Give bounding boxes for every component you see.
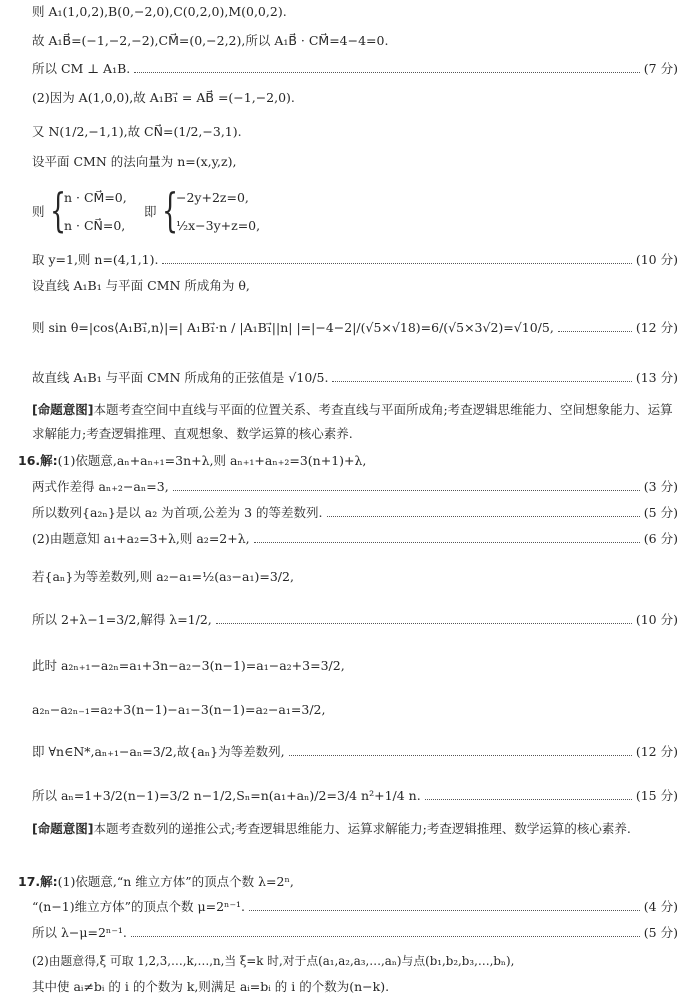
- equation-system: 则 { n · CM⃗=0, n · CN⃗=0, 即 { −2y+2z=0, ½x−3y+z=0,: [32, 183, 261, 237]
- solution-line: 取 y=1,则 n=(4,1,1). ( 10 分 ): [32, 250, 678, 270]
- solution-line: 设直线 A₁B₁ 与平面 CMN 所成角为 θ,: [32, 278, 250, 293]
- score-label: ( 3 分 ): [644, 477, 678, 497]
- score-label: ( 10 分 ): [636, 250, 678, 270]
- solution-line: 所以 aₙ=1+3/2(n−1)=3/2 n−1/2,Sₙ=n(a₁+aₙ)/2=3/4 n²+1/4 n. ( 15 分 ): [32, 786, 678, 806]
- dot-leader: [327, 516, 640, 517]
- solution-line: 所以 CM ⊥ A₁B. ( 7 分 ): [32, 59, 678, 79]
- score-label: ( 13 分 ): [636, 368, 678, 388]
- score-label: ( 10 分 ): [636, 610, 678, 630]
- solution-line: 所以 λ−μ=2ⁿ⁻¹. ( 5 分 ): [32, 923, 678, 943]
- solution-line: 则 A₁(1,0,2),B(0,−2,0),C(0,2,0),M(0,0,2).: [32, 4, 287, 19]
- solution-line: “(n−1)维立方体”的顶点个数 μ=2ⁿ⁻¹. ( 4 分 ): [32, 897, 678, 917]
- dot-leader: [289, 755, 632, 756]
- solution-line: (2)由题意得,ξ 可取 1,2,3,…,k,…,n,当 ξ=k 时,对于点(a₁,a₂,a₃,…,aₙ)与点(b₁,b₂,b₃,…,bₙ),: [32, 954, 515, 968]
- score-label: ( 5 分 ): [644, 923, 678, 943]
- score-label: ( 7 分 ): [644, 59, 678, 79]
- score-label: ( 5 分 ): [644, 503, 678, 523]
- score-label: ( 6 分 ): [644, 529, 678, 549]
- dot-leader: [332, 381, 631, 382]
- solution-line: 两式作差得 aₙ₊₂−aₙ=3, ( 3 分 ): [32, 477, 678, 497]
- dot-leader: [216, 623, 632, 624]
- solution-line: a₂ₙ−a₂ₙ₋₁=a₂+3(n−1)−a₁−3(n−1)=a₂−a₁=3/2,: [32, 702, 326, 717]
- intent-note: [命题意图]本题考查空间中直线与平面的位置关系、考查直线与平面所成角;考查逻辑思维能力、空间想象能力、运算求解能力;考查逻辑推理、直观想象、数学运算的核心素养.: [32, 402, 673, 441]
- dot-leader: [131, 936, 640, 937]
- left-brace: {: [162, 183, 179, 237]
- solution-line: 16. 解: (1)依题意,aₙ+aₙ₊₁=3n+λ,则 aₙ₊₁+aₙ₊₂=3(n+1)+λ,: [18, 453, 367, 468]
- solution-line: 17. 解: (1)依题意,“n 维立方体”的顶点个数 λ=2ⁿ,: [18, 874, 294, 889]
- dot-leader: [249, 910, 640, 911]
- dot-leader: [425, 799, 632, 800]
- score-label: ( 12 分 ): [636, 742, 678, 762]
- solution-line: (2)因为 A(1,0,0),故 A₁B₁⃗ = AB⃗ =(−1,−2,0).: [32, 90, 295, 105]
- dot-leader: [254, 542, 640, 543]
- solution-line: 则 sin θ=|cos⟨A₁B₁⃗,n⟩|=| A₁B₁⃗·n / |A₁B₁⃗||n| |=|−4−2|/(√5×√18)=6/(√5×3√2)=√10/5, ( 12 分 ): [32, 318, 678, 338]
- solution-line: 故直线 A₁B₁ 与平面 CMN 所成角的正弦值是 √10/5. ( 13 分 ): [32, 368, 678, 388]
- solution-line: 其中使 aᵢ≠bᵢ 的 i 的个数为 k,则满足 aᵢ=bᵢ 的 i 的个数为(n−k).: [32, 979, 390, 994]
- dot-leader: [173, 490, 640, 491]
- left-brace: {: [50, 183, 67, 237]
- solution-line: 又 N(1/2,−1,1),故 CN⃗=(1/2,−3,1).: [32, 124, 242, 139]
- dot-leader: [558, 331, 632, 332]
- solution-line: 设平面 CMN 的法向量为 n=(x,y,z),: [32, 154, 237, 169]
- dot-leader: [162, 263, 631, 264]
- score-label: ( 15 分 ): [636, 786, 678, 806]
- solution-line: 所以 2+λ−1=3/2,解得 λ=1/2, ( 10 分 ): [32, 610, 678, 630]
- dot-leader: [134, 72, 640, 73]
- solution-line: 若{aₙ}为等差数列,则 a₂−a₁=½(a₃−a₁)=3/2,: [32, 569, 294, 584]
- solution-line: 此时 a₂ₙ₊₁−a₂ₙ=a₁+3n−a₂−3(n−1)=a₁−a₂+3=3/2,: [32, 658, 345, 673]
- solution-line: (2)由题意知 a₁+a₂=3+λ,则 a₂=2+λ, ( 6 分 ): [32, 529, 678, 549]
- intent-note: [命题意图]本题考查数列的递推公式;考查逻辑思维能力、运算求解能力;考查逻辑推理、数学运算的核心素养.: [32, 821, 631, 836]
- solution-line: 即 ∀n∈N*,aₙ₊₁−aₙ=3/2,故{aₙ}为等差数列, ( 12 分 ): [32, 742, 678, 762]
- score-label: ( 12 分 ): [636, 318, 678, 338]
- score-label: ( 4 分 ): [644, 897, 678, 917]
- solution-line: 故 A₁B⃗=(−1,−2,−2),CM⃗=(0,−2,2),所以 A₁B⃗ · CM⃗=4−4=0.: [32, 33, 389, 48]
- solution-line: 所以数列{a₂ₙ}是以 a₂ 为首项,公差为 3 的等差数列. ( 5 分 ): [32, 503, 678, 523]
